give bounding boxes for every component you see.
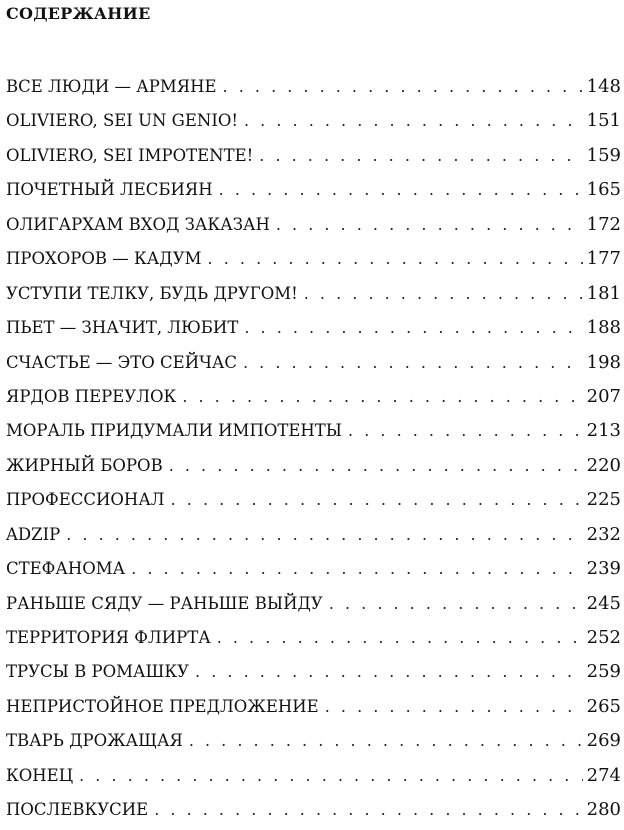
dot-leader xyxy=(348,416,583,446)
toc-entry[interactable] xyxy=(6,279,621,313)
dot-leader xyxy=(171,485,583,515)
toc-entry-page: 213 xyxy=(586,420,621,442)
toc-entry-title: ПОЧЕТНЫЙ ЛЕСБИЯН xyxy=(6,180,213,200)
toc-entry-page: 188 xyxy=(586,317,621,339)
toc-entry[interactable] xyxy=(6,589,621,623)
toc-entry[interactable] xyxy=(6,416,621,450)
toc-entry-title: УСТУПИ ТЕЛКУ, БУДЬ ДРУГОМ! xyxy=(6,283,298,303)
toc-entry[interactable] xyxy=(6,348,621,382)
toc-entry-page: 220 xyxy=(586,454,621,476)
table-of-contents xyxy=(6,72,621,830)
toc-entry-title: OLIVIERO, SEI IMPOTENTE! xyxy=(6,145,254,165)
toc-entry-title: ПРОХОРОВ — КАДУМ xyxy=(6,249,202,269)
toc-entry[interactable] xyxy=(6,761,621,795)
toc-entry[interactable] xyxy=(6,382,621,416)
dot-leader xyxy=(276,210,583,240)
dot-leader xyxy=(131,554,582,584)
toc-entry[interactable] xyxy=(6,623,621,657)
dot-leader xyxy=(304,279,583,309)
toc-entry-page: 252 xyxy=(586,627,621,648)
toc-entry[interactable] xyxy=(6,210,621,244)
dot-leader xyxy=(182,382,582,412)
toc-entry[interactable] xyxy=(6,726,621,760)
toc-entry-page: 274 xyxy=(586,764,621,786)
toc-entry[interactable] xyxy=(6,106,621,140)
toc-entry-title: МОРАЛЬ ПРИДУМАЛИ ИМПОТЕНТЫ xyxy=(6,421,343,441)
toc-entry-title: ТРУСЫ В РОМАШКУ xyxy=(6,662,190,682)
dot-leader xyxy=(66,520,582,550)
toc-entry-page: 198 xyxy=(586,351,621,373)
toc-entry-title: ЯРДОВ ПЕРЕУЛОК xyxy=(6,386,177,406)
toc-entry[interactable] xyxy=(6,141,621,175)
toc-entry-page: 181 xyxy=(586,282,621,304)
toc-entry-page: 148 xyxy=(586,76,621,97)
toc-entry-page: 225 xyxy=(586,489,621,511)
dot-leader xyxy=(217,623,583,653)
toc-entry-title: ADZIP xyxy=(6,524,61,544)
toc-entry-title: СЧАСТЬЕ — ЭТО СЕЙЧАС xyxy=(6,352,237,372)
dot-leader xyxy=(244,106,583,136)
dot-leader xyxy=(244,313,582,343)
toc-entry-title: НЕПРИСТОЙНОЕ ПРЕДЛОЖЕНИЕ xyxy=(6,696,319,716)
toc-entry-page: 239 xyxy=(586,558,621,580)
toc-entry-page: 280 xyxy=(586,799,621,821)
toc-entry-title: ЖИРНЫЙ БОРОВ xyxy=(6,455,163,475)
toc-entry-title: ПРОФЕССИОНАЛ xyxy=(6,490,165,510)
toc-entry[interactable] xyxy=(6,72,621,106)
toc-entry-page: 172 xyxy=(586,213,621,235)
toc-entry[interactable] xyxy=(6,485,621,519)
toc-entry-page: 151 xyxy=(586,110,621,132)
toc-entry-page: 265 xyxy=(586,695,621,717)
toc-entry-title: ПОСЛЕВКУСИЕ xyxy=(6,800,149,820)
toc-entry-title: РАНЬШЕ СЯДУ — РАНЬШЕ ВЫЙДУ xyxy=(6,593,323,613)
dot-leader xyxy=(259,141,582,171)
dot-leader xyxy=(208,244,583,274)
toc-entry[interactable] xyxy=(6,244,621,278)
dot-leader xyxy=(243,348,583,378)
toc-entry-title: КОНЕЦ xyxy=(6,765,74,785)
toc-entry-title: ПЬЕТ — ЗНАЧИТ, ЛЮБИТ xyxy=(6,318,239,338)
dot-leader xyxy=(169,451,583,481)
toc-entry-page: 165 xyxy=(586,179,621,201)
toc-entry-title: СТЕФАНОМА xyxy=(6,559,126,579)
toc-entry[interactable] xyxy=(6,554,621,588)
toc-entry[interactable] xyxy=(6,657,621,691)
toc-entry-page: 177 xyxy=(586,248,621,270)
toc-entry-title: ТЕРРИТОРИЯ ФЛИРТА xyxy=(6,628,211,647)
toc-entry[interactable] xyxy=(6,175,621,209)
dot-leader xyxy=(329,589,583,619)
toc-entry-page: 207 xyxy=(586,385,621,407)
toc-entry-page: 269 xyxy=(586,730,621,752)
dot-leader xyxy=(79,761,583,791)
toc-entry-title: OLIVIERO, SEI UN GENIO! xyxy=(6,111,238,131)
toc-entry-page: 232 xyxy=(586,523,621,545)
toc-entry-title: ТВАРЬ ДРОЖАЩАЯ xyxy=(6,731,183,751)
toc-entry[interactable] xyxy=(6,451,621,485)
toc-entry[interactable] xyxy=(6,520,621,554)
dot-leader xyxy=(325,692,583,722)
dot-leader xyxy=(195,657,583,687)
toc-entry-title: ВСЕ ЛЮДИ — АРМЯНЕ xyxy=(6,77,217,96)
toc-entry[interactable] xyxy=(6,692,621,726)
toc-entry-page: 159 xyxy=(586,144,621,166)
toc-entry-page: 245 xyxy=(586,592,621,614)
page-title: СОДЕРЖАНИЕ xyxy=(6,4,151,23)
dot-leader xyxy=(219,175,583,205)
dot-leader xyxy=(154,795,582,825)
toc-entry-page: 259 xyxy=(586,661,621,683)
toc-entry[interactable] xyxy=(6,795,621,829)
toc-entry-title: ОЛИГАРХАМ ВХОД ЗАКАЗАН xyxy=(6,214,270,234)
dot-leader xyxy=(189,726,583,756)
toc-entry[interactable] xyxy=(6,313,621,347)
dot-leader xyxy=(223,72,583,102)
